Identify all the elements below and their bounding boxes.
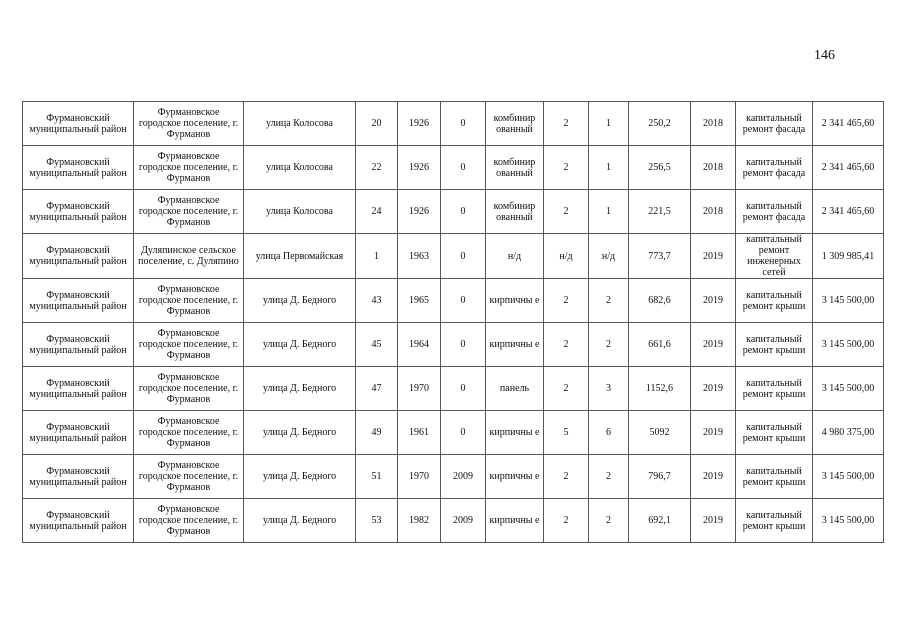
cell-floors: 2 [544,102,589,146]
cell-year-reconstr: 0 [441,367,486,411]
cell-house: 51 [356,455,398,499]
table-row [23,146,884,190]
cell-year-built: 1970 [398,367,441,411]
cell-area: 796,7 [629,455,691,499]
cell-street: улица Д. Бедного [244,455,356,499]
cell-floors: 2 [544,499,589,543]
cell-plan-year: 2019 [691,455,736,499]
cell-work-type: капитальный ремонт крыши [736,411,813,455]
cell-work-type: капитальный ремонт фасада [736,146,813,190]
cell-street: улица Первомайская [244,234,356,279]
cell-year-built: 1926 [398,190,441,234]
table-row [23,190,884,234]
cell-settlement: Фурмановское городское поселение, г. Фурманов [134,146,244,190]
cell-year-reconstr: 0 [441,234,486,279]
cell-year-reconstr: 0 [441,190,486,234]
cell-house: 45 [356,323,398,367]
table-row [23,499,884,543]
cell-settlement: Фурмановское городское поселение, г. Фурманов [134,455,244,499]
cell-wall-material: комбинир ованный [486,190,544,234]
cell-district: Фурмановский муниципальный район [23,190,134,234]
cell-wall-material: кирпичны е [486,279,544,323]
cell-cost: 4 980 375,00 [813,411,884,455]
cell-wall-material: н/д [486,234,544,279]
cell-street: улица Д. Бедного [244,367,356,411]
cell-area: 692,1 [629,499,691,543]
cell-floors: 5 [544,411,589,455]
cell-work-type: капитальный ремонт крыши [736,279,813,323]
cell-settlement: Фурмановское городское поселение, г. Фурманов [134,190,244,234]
cell-wall-material: кирпичны е [486,499,544,543]
cell-work-type: капитальный ремонт фасада [736,102,813,146]
cell-year-built: 1965 [398,279,441,323]
cell-year-built: 1963 [398,234,441,279]
cell-street: улица Колосова [244,190,356,234]
cell-settlement: Дуляпинское сельское поселение, с. Дуляпино [134,234,244,279]
cell-wall-material: панель [486,367,544,411]
cell-entrances: 2 [589,499,629,543]
cell-plan-year: 2018 [691,146,736,190]
table-row [23,234,884,279]
cell-area: 682,6 [629,279,691,323]
cell-settlement: Фурмановское городское поселение, г. Фурманов [134,499,244,543]
table-body [23,102,884,543]
cell-district: Фурмановский муниципальный район [23,146,134,190]
cell-area: 773,7 [629,234,691,279]
cell-plan-year: 2019 [691,411,736,455]
cell-area: 250,2 [629,102,691,146]
cell-cost: 3 145 500,00 [813,499,884,543]
cell-entrances: 2 [589,323,629,367]
cell-year-built: 1961 [398,411,441,455]
cell-street: улица Д. Бедного [244,411,356,455]
cell-area: 661,6 [629,323,691,367]
cell-wall-material: кирпичны е [486,323,544,367]
cell-settlement: Фурмановское городское поселение, г. Фурманов [134,279,244,323]
cell-entrances: 1 [589,146,629,190]
cell-plan-year: 2019 [691,367,736,411]
cell-district: Фурмановский муниципальный район [23,279,134,323]
cell-work-type: капитальный ремонт крыши [736,323,813,367]
cell-year-built: 1970 [398,455,441,499]
cell-settlement: Фурмановское городское поселение, г. Фурманов [134,411,244,455]
cell-cost: 3 145 500,00 [813,367,884,411]
cell-settlement: Фурмановское городское поселение, г. Фурманов [134,367,244,411]
cell-floors: 2 [544,190,589,234]
cell-area: 256,5 [629,146,691,190]
cell-street: улица Д. Бедного [244,279,356,323]
cell-year-reconstr: 2009 [441,499,486,543]
cell-cost: 3 145 500,00 [813,455,884,499]
cell-house: 1 [356,234,398,279]
cell-entrances: н/д [589,234,629,279]
cell-year-reconstr: 0 [441,279,486,323]
cell-work-type: капитальный ремонт крыши [736,367,813,411]
cell-floors: 2 [544,455,589,499]
cell-plan-year: 2019 [691,234,736,279]
table-row [23,455,884,499]
cell-entrances: 2 [589,455,629,499]
cell-year-built: 1926 [398,146,441,190]
cell-wall-material: комбинир ованный [486,102,544,146]
cell-wall-material: кирпичны е [486,455,544,499]
cell-wall-material: комбинир ованный [486,146,544,190]
cell-floors: 2 [544,323,589,367]
cell-district: Фурмановский муниципальный район [23,411,134,455]
page-number: 146 [814,48,835,63]
cell-street: улица Колосова [244,146,356,190]
cell-work-type: капитальный ремонт фасада [736,190,813,234]
cell-area: 1152,6 [629,367,691,411]
cell-street: улица Д. Бедного [244,323,356,367]
cell-district: Фурмановский муниципальный район [23,499,134,543]
cell-house: 47 [356,367,398,411]
cell-district: Фурмановский муниципальный район [23,234,134,279]
cell-street: улица Колосова [244,102,356,146]
cell-area: 5092 [629,411,691,455]
cell-cost: 2 341 465,60 [813,102,884,146]
table-row [23,323,884,367]
cell-year-reconstr: 0 [441,323,486,367]
table-row [23,102,884,146]
cell-year-built: 1982 [398,499,441,543]
cell-work-type: капитальный ремонт крыши [736,455,813,499]
cell-floors: 2 [544,279,589,323]
cell-area: 221,5 [629,190,691,234]
cell-street: улица Д. Бедного [244,499,356,543]
cell-house: 24 [356,190,398,234]
table-row [23,367,884,411]
cell-district: Фурмановский муниципальный район [23,455,134,499]
cell-year-reconstr: 2009 [441,455,486,499]
cell-year-reconstr: 0 [441,102,486,146]
cell-entrances: 6 [589,411,629,455]
cell-district: Фурмановский муниципальный район [23,367,134,411]
cell-plan-year: 2018 [691,102,736,146]
cell-house: 22 [356,146,398,190]
cell-cost: 3 145 500,00 [813,279,884,323]
housing-repair-table [22,101,884,543]
cell-entrances: 1 [589,102,629,146]
table-row [23,411,884,455]
cell-floors: 2 [544,146,589,190]
cell-floors: 2 [544,367,589,411]
cell-floors: н/д [544,234,589,279]
cell-house: 53 [356,499,398,543]
cell-cost: 2 341 465,60 [813,190,884,234]
cell-house: 20 [356,102,398,146]
cell-entrances: 2 [589,279,629,323]
cell-work-type: капитальный ремонт инженерных сетей [736,234,813,279]
cell-house: 49 [356,411,398,455]
cell-year-reconstr: 0 [441,411,486,455]
cell-house: 43 [356,279,398,323]
cell-cost: 3 145 500,00 [813,323,884,367]
cell-plan-year: 2019 [691,279,736,323]
cell-year-built: 1964 [398,323,441,367]
cell-year-built: 1926 [398,102,441,146]
cell-settlement: Фурмановское городское поселение, г. Фурманов [134,102,244,146]
cell-entrances: 1 [589,190,629,234]
cell-entrances: 3 [589,367,629,411]
cell-plan-year: 2018 [691,190,736,234]
cell-plan-year: 2019 [691,323,736,367]
cell-district: Фурмановский муниципальный район [23,102,134,146]
table-row [23,279,884,323]
cell-plan-year: 2019 [691,499,736,543]
cell-cost: 1 309 985,41 [813,234,884,279]
cell-cost: 2 341 465,60 [813,146,884,190]
cell-year-reconstr: 0 [441,146,486,190]
cell-district: Фурмановский муниципальный район [23,323,134,367]
cell-settlement: Фурмановское городское поселение, г. Фурманов [134,323,244,367]
cell-wall-material: кирпичны е [486,411,544,455]
cell-work-type: капитальный ремонт крыши [736,499,813,543]
